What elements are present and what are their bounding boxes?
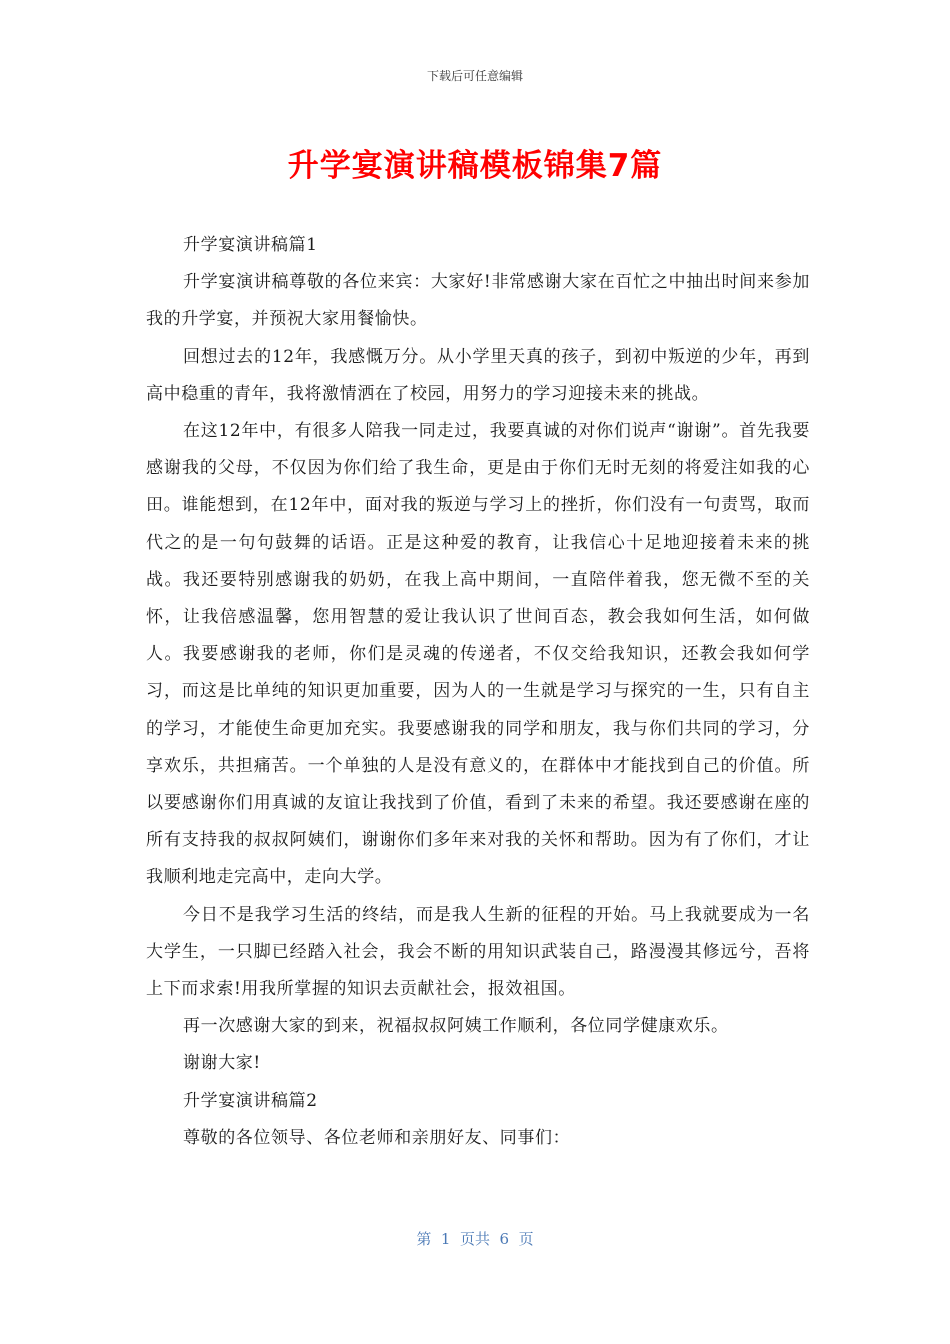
paragraph-recollection: 回想过去的12年，我感慨万分。从小学里天真的孩子，到初中叛逆的少年，再到高中稳重的青年，我将激情洒在了校园，用努力的学习迎接未来的挑战。: [146, 346, 810, 404]
paragraph-blessing: 再一次感谢大家的到来，祝福叔叔阿姨工作顺利，各位同学健康欢乐。: [183, 1016, 729, 1037]
section-heading-1: 升学宴演讲稿篇1: [183, 235, 318, 255]
document-title: 升学宴演讲稿模板锦集7篇: [287, 148, 663, 184]
section-heading-2: 升学宴演讲稿篇2: [183, 1090, 318, 1111]
document-body: [146, 227, 810, 1157]
paragraph-closing: 谢谢大家!: [183, 1053, 261, 1074]
header-note: 下载后可任意编辑: [426, 69, 523, 83]
paragraph-salutation: 尊敬的各位领导、各位老师和亲朋好友、同事们：: [183, 1127, 571, 1148]
paragraph-new-journey: 今日不是我学习生活的终结，而是我人生新的征程的开始。马上我就要成为一名大学生，一只脚已经踏入社会，我会不断的用知识武装自己，路漫漫其修远兮，吾将上下而求索!用我所掌握的知识去贡献社会，报效祖国。: [146, 904, 810, 1000]
paragraph-greeting: 升学宴演讲稿尊敬的各位来宾：大家好!非常感谢大家在百忙之中抽出时间来参加我的升学宴，并预祝大家用餐愉快。: [146, 272, 810, 330]
paragraph-thanks: 在这12年中，有很多人陪我一同走过，我要真诚的对你们说声“谢谢”。首先我要感谢我的父母，不仅因为你们给了我生命，更是由于你们无时无刻的将爱注如我的心田。谁能想到，在12年中，面对我的叛逆与学习上的挫折，你们没有一句责骂，取而代之的是一句句鼓舞的话语。正是这种爱的教育，让我信心十足地迎接着未来的挑战。我还要特别感谢我的奶奶，在我上高中期间，一直陪伴着我，您无微不至的关怀，让我倍感温馨，您用智慧的爱让我认识了世间百态，教会我如何生活，如何做人。我要感谢我的老师，你们是灵魂的传递者，不仅交给我知识，还教会我如何学习，而这是比单纯的知识更加重要，因为人的一生就是学习与探究的一生，只有自主的学习，才能使生命更加充实。我要感谢我的同学和朋友，我与你们共同的学习，分享欢乐，共担痛苦。一个单独的人是没有意义的，在群体中才能找到自己的价值。所以要感谢你们用真诚的友谊让我找到了价值，看到了未来的希望。我还要感谢在座的所有支持我的叔叔阿姨们，谢谢你们多年来对我的关怀和帮助。因为有了你们，才让我顺利地走完高中，走向大学。: [146, 421, 810, 888]
page-number: 第 1 页共 6 页: [416, 1230, 534, 1248]
